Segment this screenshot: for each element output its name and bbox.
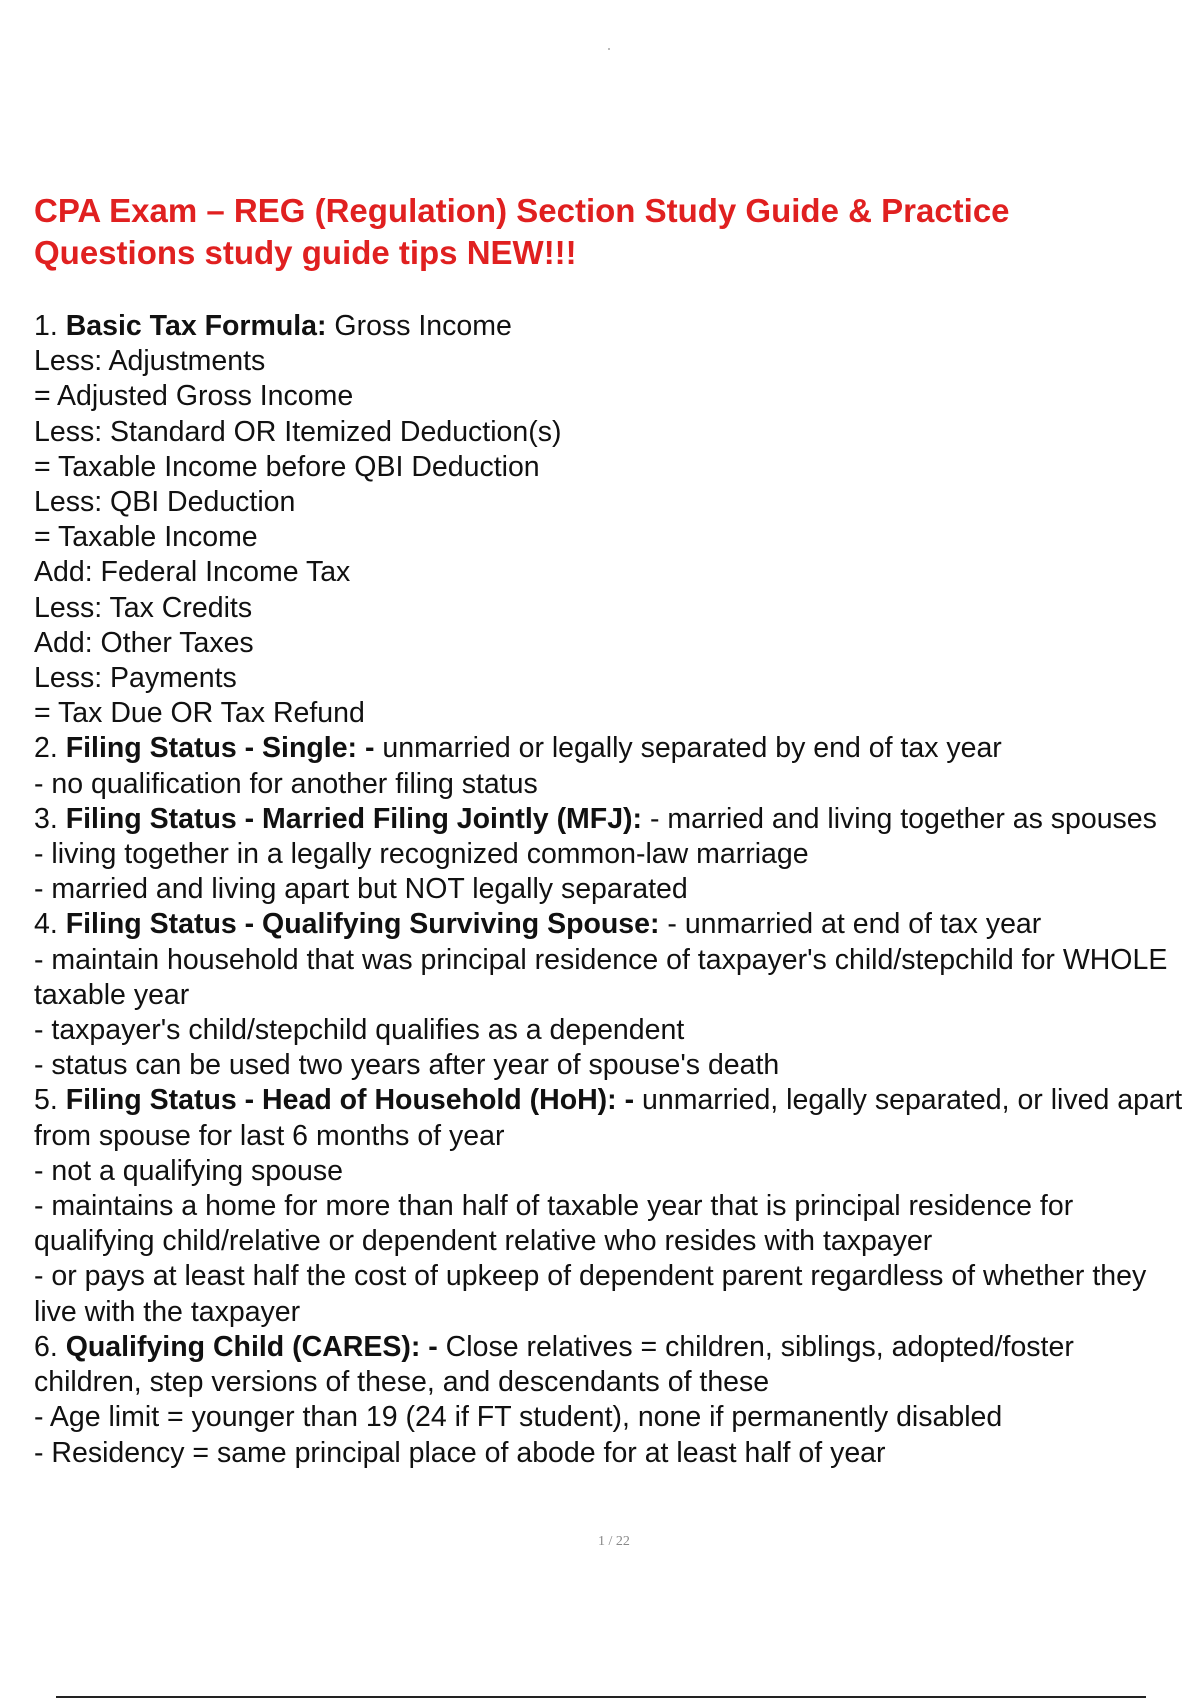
list-item: = Taxable Income (34, 521, 258, 554)
scan-speck (608, 48, 610, 50)
list-item: - married and living apart but NOT legally separated (34, 873, 688, 906)
list-item: Less: Payments (34, 662, 237, 695)
list-item: Less: Adjustments (34, 345, 266, 378)
list-item: Less: Tax Credits (34, 591, 253, 624)
list-item-heading: 4. Filing Status - Qualifying Surviving Spouse: - unmarried at end of tax year (34, 908, 1042, 941)
study-guide-content (34, 309, 1184, 1471)
list-item: - taxpayer's child/stepchild qualifies as a dependent (34, 1014, 685, 1047)
list-item: = Taxable Income before QBI Deduction (34, 450, 540, 483)
list-item: = Adjusted Gross Income (34, 380, 354, 413)
list-item-heading: 1. Basic Tax Formula: Gross Income (34, 310, 512, 342)
list-item-heading: 2. Filing Status - Single: - unmarried or legally separated by end of tax year (34, 732, 1002, 765)
list-item: - or pays at least half the cost of upkeep of dependent parent regardless of whether they live with the taxpayer (34, 1260, 1147, 1328)
list-item: = Tax Due OR Tax Refund (34, 697, 365, 730)
list-item: Add: Federal Income Tax (34, 556, 351, 589)
bottom-divider (56, 1696, 1146, 1698)
list-item: Less: Standard OR Itemized Deduction(s) (34, 415, 562, 448)
list-item: - maintains a home for more than half of taxable year that is principal residence for qualifying child/relative or dependent relative who resides with taxpayer (34, 1190, 1074, 1258)
list-item-heading: 3. Filing Status - Married Filing Jointly (MFJ): - married and living together as spouses (34, 802, 1157, 835)
list-item: - Age limit = younger than 19 (24 if FT student), none if permanently disabled (34, 1401, 1003, 1434)
list-item: - not a qualifying spouse (34, 1154, 343, 1187)
list-item: Less: QBI Deduction (34, 486, 296, 519)
list-item: - living together in a legally recognized common-law marriage (34, 838, 809, 871)
list-item: - maintain household that was principal residence of taxpayer's child/stepchild for WHOLE taxable year (34, 943, 1168, 1011)
list-item: Add: Other Taxes (34, 626, 254, 659)
list-item: - status can be used two years after year of spouse's death (34, 1049, 780, 1082)
document-title: CPA Exam – REG (Regulation) Section Study Guide & Practice Questions study guide tips NEW!!! (34, 192, 1010, 271)
list-item: - no qualification for another filing status (34, 767, 538, 800)
page-number: 1 / 22 (598, 1534, 630, 1549)
list-item: - Residency = same principal place of abode for at least half of year (34, 1436, 886, 1469)
list-item-heading: 5. Filing Status - Head of Household (HoH): - unmarried, legally separated, or lived apart from spouse for last 6 months of year (34, 1084, 1183, 1152)
list-item-heading: 6. Qualifying Child (CARES): - Close relatives = children, siblings, adopted/foster children, step versions of these, and descendants of these (34, 1330, 1074, 1399)
